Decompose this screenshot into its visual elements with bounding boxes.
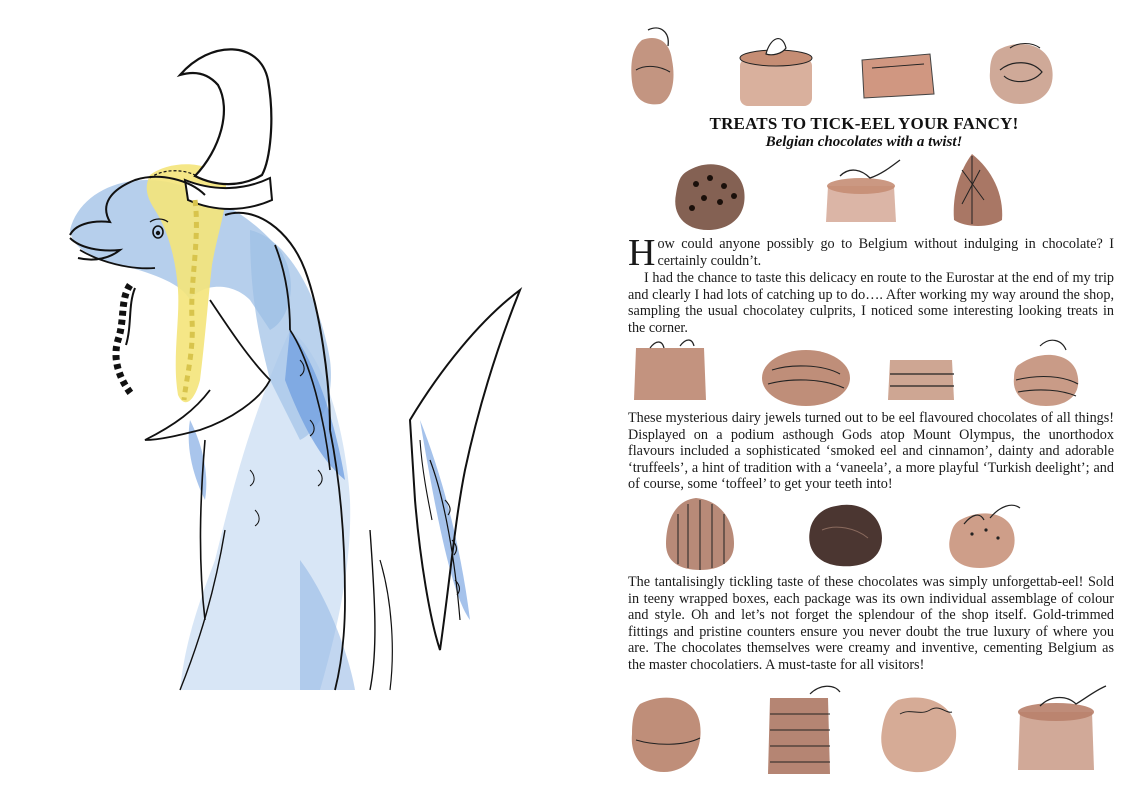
chocolate-dome-squiggle — [881, 698, 956, 773]
chocolate-stacked-eel — [1014, 340, 1078, 406]
chocolate-illustrations-row-5 — [600, 684, 1128, 784]
chocolate-row-3 — [600, 334, 1128, 410]
article-subtitle: Belgian chocolates with a twist! — [765, 134, 963, 150]
chocolate-dotted — [675, 164, 744, 230]
chocolate-dome-striped — [954, 154, 1003, 226]
chocolate-row-bottom — [600, 684, 1128, 784]
chocolate-eel-spray — [949, 505, 1020, 568]
paragraph-conclusion: The tantalisingly tickling taste of these chocolates was simply unforgettab-eel! Sold in teeny wrapped boxes, each package was its own individual assemblage of colour and style. Oh and let’s not forget the splendour of the shop itself. Gold-trimmed fittings and pristine counters ensure you never doubt the true luxury of where you are. The chocolates themselves were creamy and inventive, cementing Belgium as the master chocolatiers. A must-taste for all visitors! — [628, 574, 1114, 673]
paragraph-shop-visit: I had the chance to taste this delicacy en route to the Eurostar at the end of my trip and clearly I had lots of catching up to do…. After working my way around the shop, sampling the usual chocolatey culprits, I noticed some interesting looking treats in the corner. — [628, 270, 1114, 336]
chocolate-leaf-topped — [634, 340, 706, 400]
chocolate-eel-crowned — [1018, 686, 1106, 770]
chocolate-illustrations-row-3 — [600, 334, 1128, 410]
chocolate-row-top — [600, 20, 1128, 112]
chocolate-row-2 — [600, 150, 1128, 232]
chocolate-tall-banded — [768, 686, 840, 774]
chocolate-dark-round — [809, 505, 882, 567]
chocolate-layered-drum — [888, 360, 954, 400]
chocolate-bar — [862, 54, 934, 98]
paragraph-intro-text: ow could anyone possibly go to Belgium without indulging in chocolate? I certainly couldn’t. — [657, 236, 1114, 269]
chocolate-illustrations-row-4 — [600, 494, 1128, 572]
chocolate-coiled-eel — [990, 44, 1053, 105]
chocolate-eel-swirl — [631, 28, 673, 104]
article-title: TREATS TO TICK-EEL YOUR FANCY! — [709, 114, 1019, 133]
chocolate-eel-top — [740, 39, 812, 106]
chocolate-illustrations-row-2 — [600, 150, 1128, 232]
chocolate-row-4 — [600, 494, 1128, 572]
chocolate-eel-topped — [826, 160, 900, 222]
paragraph-eel-flavours: These mysterious dairy jewels turned out to be eel flavoured chocolates of all things! Displayed on a podium asthough Gods atop Mount Olympus, the unorthodox flavours included a sophisticated ‘smoked eel and cinnamon’, dainty and adorable ‘truffeels’, a hint of tradition with a ‘vaneela’, a more playful ‘Turkish deelight’; and of course, some ‘toffeel’ to get your teeth into! — [628, 410, 1114, 492]
paragraph-intro — [628, 232, 1114, 274]
article-page — [600, 0, 1128, 800]
chocolate-fluted-dome — [666, 498, 734, 570]
drop-cap: H — [628, 232, 656, 274]
chocolate-illustrations-row-1 — [600, 20, 1128, 112]
chocolate-oval-ridged — [762, 350, 850, 406]
chocolate-round-cup — [632, 698, 701, 772]
